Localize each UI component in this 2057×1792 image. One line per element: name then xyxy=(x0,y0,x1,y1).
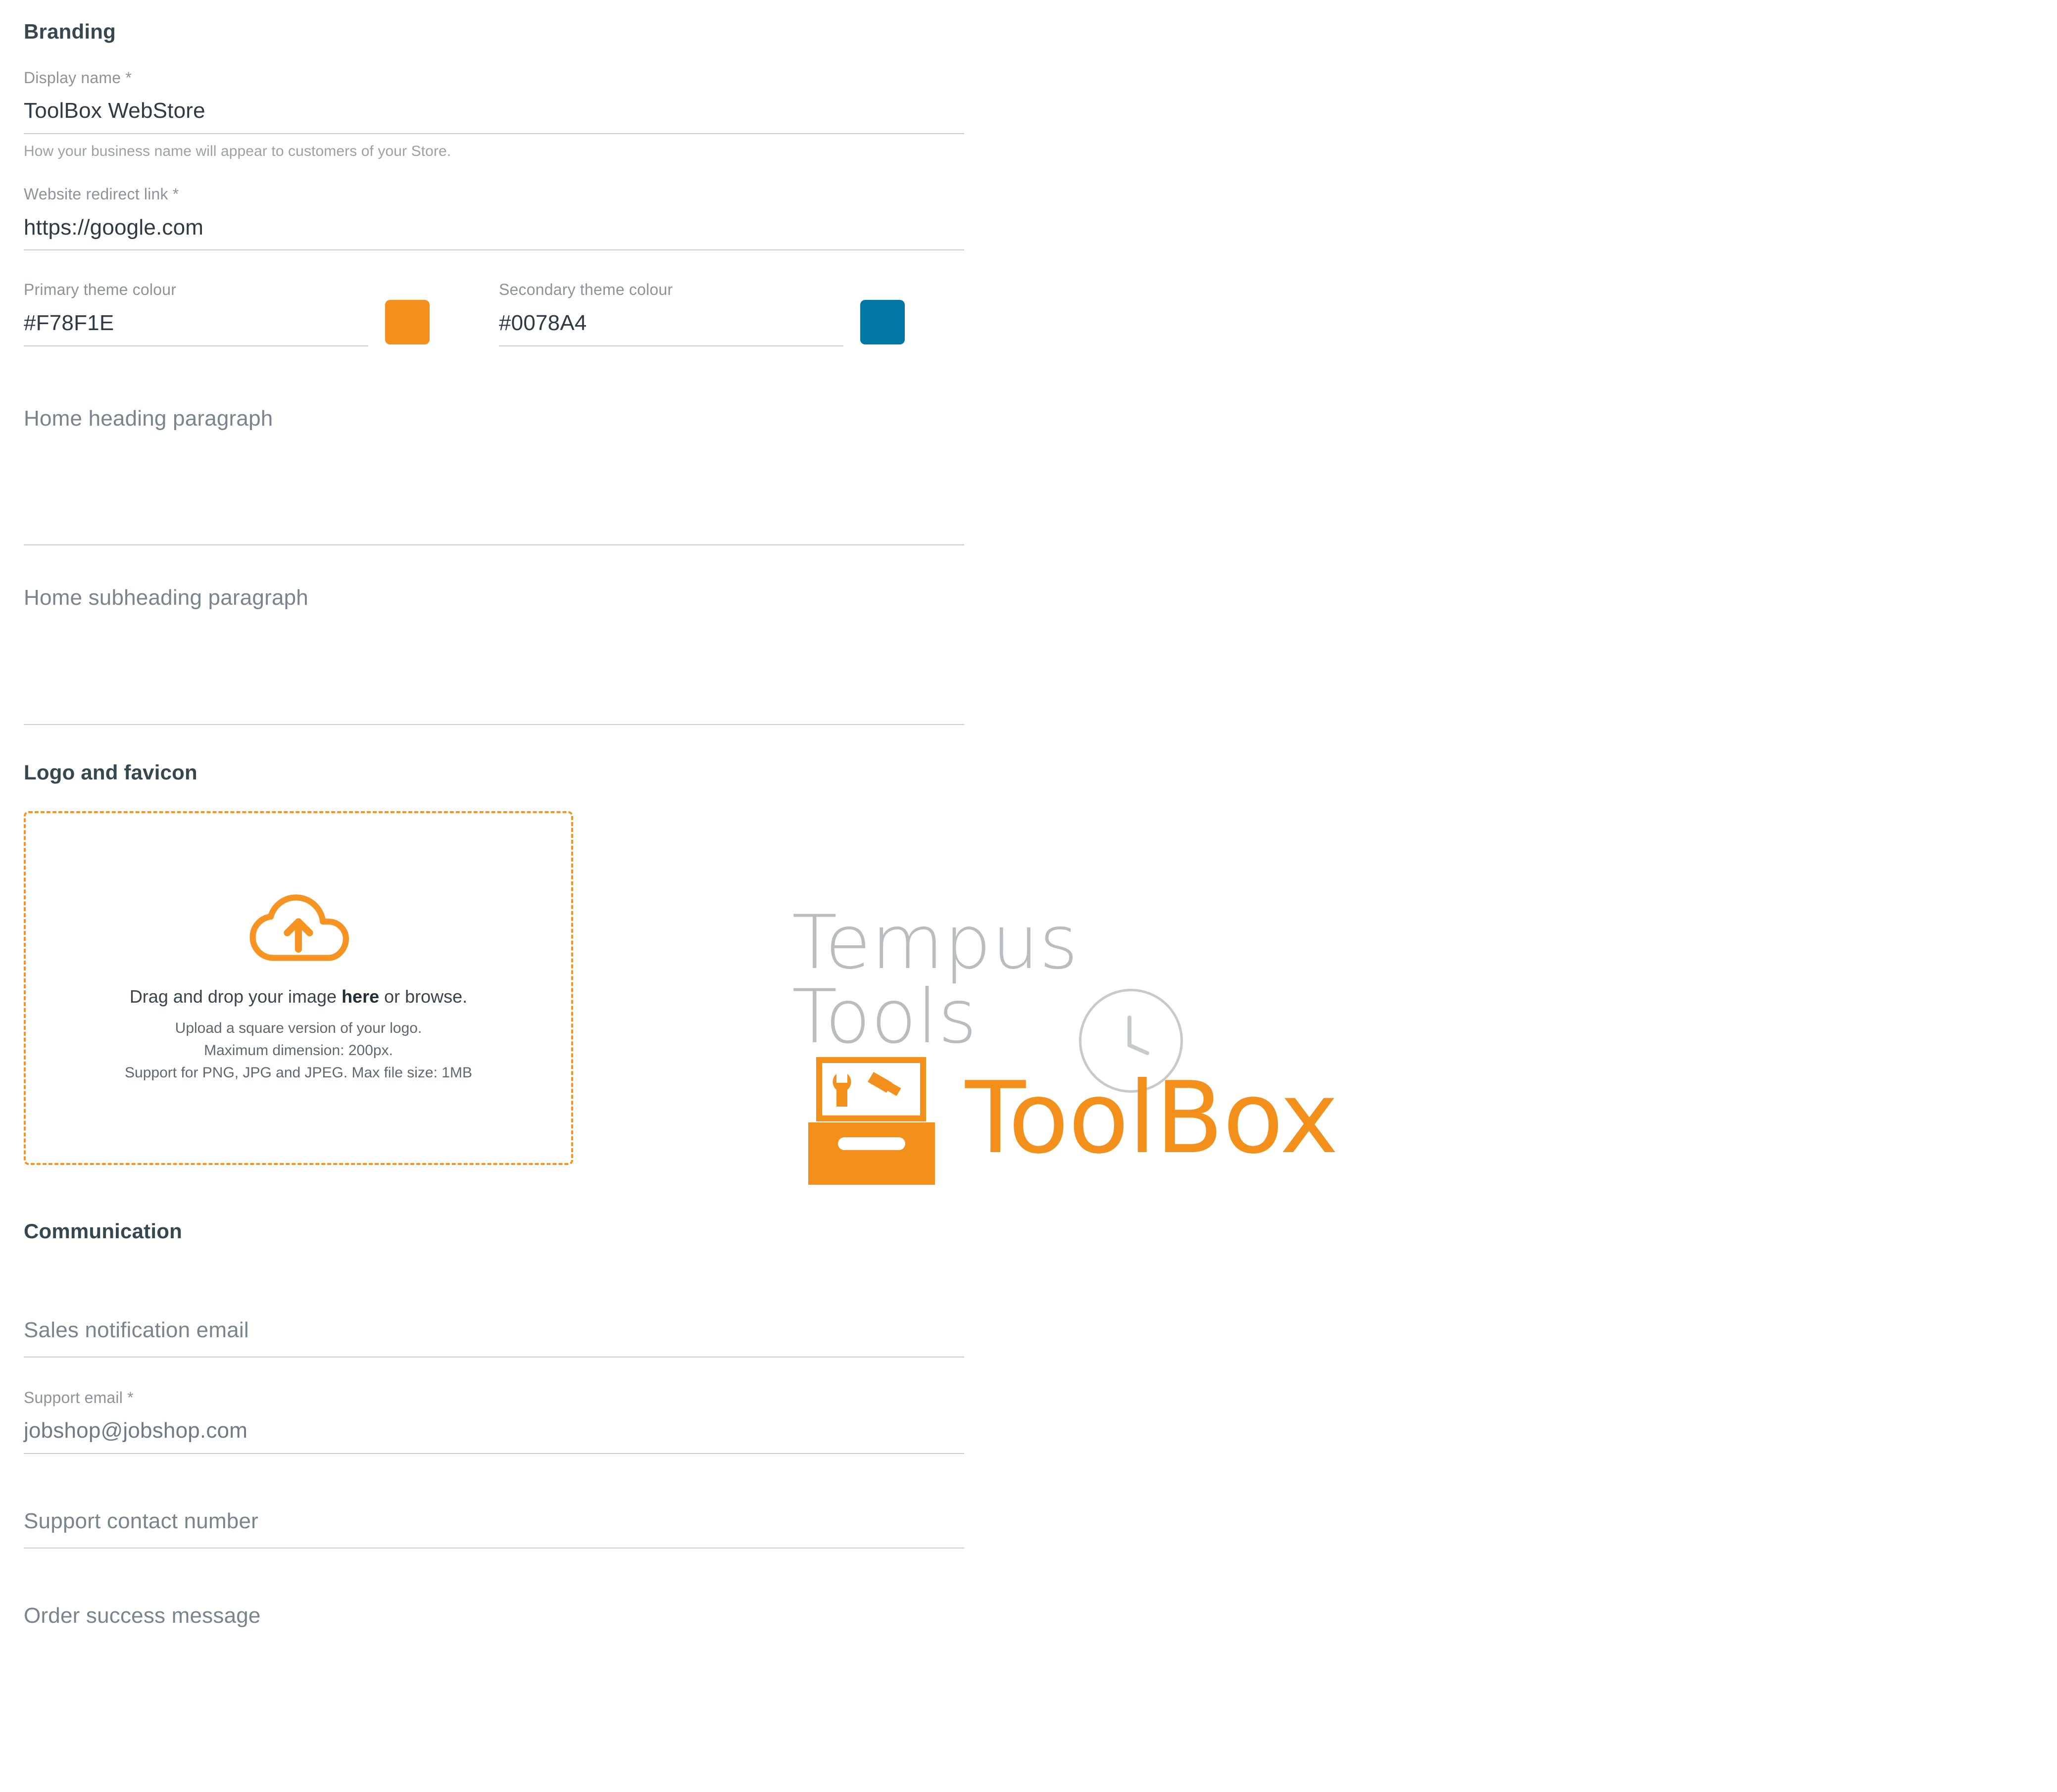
support-email-label: Support email * xyxy=(24,1388,134,1406)
sales-notification-email-placeholder: Sales notification email xyxy=(24,1318,249,1343)
toolbox-icon xyxy=(799,1054,948,1193)
theme-colour-row xyxy=(24,280,964,346)
order-success-message-field[interactable] xyxy=(24,1603,964,1629)
support-email-input[interactable]: jobshop@jobshop.com xyxy=(24,1418,964,1454)
support-contact-number-field[interactable] xyxy=(24,1508,964,1549)
dropzone-text-suffix: or browse. xyxy=(379,986,468,1007)
secondary-colour-input[interactable]: #0078A4 xyxy=(499,310,843,346)
website-redirect-field[interactable] xyxy=(24,185,964,250)
secondary-colour-field[interactable] xyxy=(499,280,905,346)
display-name-input[interactable]: ToolBox WebStore xyxy=(24,98,964,134)
display-name-field[interactable] xyxy=(24,68,964,160)
display-name-hint: How your business name will appear to customers of your Store. xyxy=(24,143,451,160)
dropzone-hint-1: Upload a square version of your logo. xyxy=(175,1020,422,1037)
home-heading-placeholder: Home heading paragraph xyxy=(24,406,273,431)
website-redirect-label: Website redirect link * xyxy=(24,185,179,203)
dropzone-main-text xyxy=(130,986,467,1007)
dropzone-hints xyxy=(125,1017,472,1084)
cloud-upload-icon xyxy=(246,892,350,967)
tempus-line-2: Tools xyxy=(792,974,978,1060)
primary-colour-label: Primary theme colour xyxy=(24,281,177,299)
logo-section-title: Logo and favicon xyxy=(24,761,197,784)
website-redirect-input[interactable]: https://google.com xyxy=(24,215,964,251)
secondary-colour-label: Secondary theme colour xyxy=(499,281,673,299)
home-subheading-input[interactable] xyxy=(24,611,964,725)
primary-colour-field[interactable] xyxy=(24,280,430,346)
support-contact-number-placeholder: Support contact number xyxy=(24,1509,259,1534)
logo-dropzone[interactable] xyxy=(24,811,573,1165)
dropzone-hint-3: Support for PNG, JPG and JPEG. Max file size: 1MB xyxy=(125,1065,472,1081)
branding-section-title: Branding xyxy=(24,20,116,43)
clock-icon xyxy=(1079,989,1183,1093)
sales-notification-email-field[interactable] xyxy=(24,1317,964,1357)
home-heading-field[interactable] xyxy=(24,406,964,546)
home-subheading-field[interactable] xyxy=(24,585,964,725)
branding-form xyxy=(24,68,964,725)
communication-form xyxy=(24,1317,964,1629)
dropzone-browse-link[interactable]: here xyxy=(342,986,380,1007)
support-contact-number-input[interactable] xyxy=(24,1548,964,1549)
dropzone-text-prefix: Drag and drop your image xyxy=(129,986,342,1007)
support-email-field[interactable] xyxy=(24,1388,964,1454)
home-subheading-placeholder: Home subheading paragraph xyxy=(24,585,308,610)
communication-section-title: Communication xyxy=(24,1219,182,1243)
home-heading-input[interactable] xyxy=(24,432,964,545)
sales-notification-email-input[interactable] xyxy=(24,1356,964,1357)
secondary-colour-swatch[interactable] xyxy=(860,300,905,344)
primary-colour-swatch[interactable] xyxy=(385,300,430,344)
primary-colour-input[interactable]: #F78F1E xyxy=(24,310,368,346)
order-success-message-placeholder: Order success message xyxy=(24,1603,261,1628)
tempus-tools-wordmark xyxy=(792,900,1078,1060)
display-name-label: Display name * xyxy=(24,69,132,87)
toolbox-wordmark: ToolBox xyxy=(965,1061,1338,1176)
tempus-line-1: Tempus xyxy=(792,900,1078,986)
dropzone-hint-2: Maximum dimension: 200px. xyxy=(204,1042,393,1059)
